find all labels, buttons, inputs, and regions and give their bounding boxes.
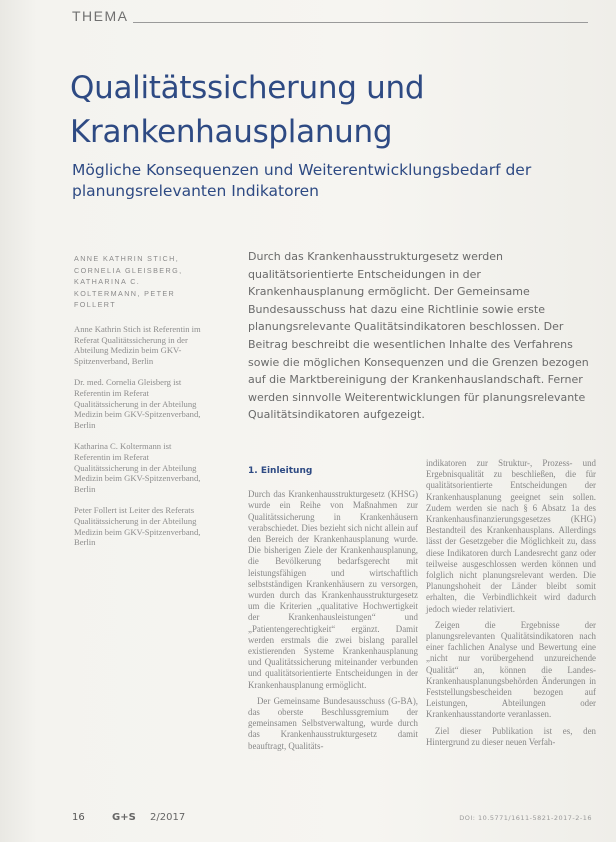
page-number: 16 (72, 812, 85, 823)
section-heading: 1. Einleitung (248, 466, 313, 476)
section-rule (133, 22, 588, 23)
author-bios (74, 324, 202, 559)
author-bio: Peter Follert ist Leiter des Referats Qualitätssicherung in der Abteilung Medizin beim GKV-Spitzenverband, Berlin (74, 505, 201, 548)
footer-note: DOI: 10.5771/1611-5821-2017-2-16 (459, 814, 592, 822)
body-paragraph: Ziel dieser Publikation ist es, den Hintergrund zu dieser neuen Verfah- (426, 725, 596, 747)
body-paragraph: Durch das Krankenhausstrukturgesetz (KHSG) wurde ein Reihe von Maßnahmen zur Qualitätssicherung in Krankenhäusern verabschiedet. Dies bezieht sich nicht allein auf den Bereich der Krankenhausplanung wurde. Die bisherigen Ziele der Krankenhausplanung, die Bevölkerung bedarfsgerecht mit leistungsfähigen und wirtschaftlich selbstständigen Krankenhäusern zu versorgen, wurden durch das Krankenhausstrukturgesetz um die Kriterien „qualitative Hochwertigkeit der Krankenhausleistungen“ und „Patientengerechtigkeit“ ergänzt. Damit werden erstmals die zwei bislang parallel existierenden Systeme Krankenhausplanung und Qualitätssicherung miteinander verbunden und qualitätsorientierte Entscheidungen in der Krankenhausplanung ermöglicht. (248, 489, 418, 690)
body-paragraph: indikatoren zur Struktur-, Prozess- und Ergebnisqualität zu beschließen, die für qualitätsorientierte Entscheidungen der Krankenhausplanung geeignet sein sollen. Zudem werden sie nach § 6 Absatz 1a des Krankenhausfinanzierungsgesetzes (KHG) Bestandteil des Krankenhausplans. Allerdings lässt der Gesetzgeber die Möglichkeit zu, dass diese Indikatoren durch Landesrecht ganz oder teilweise ausgeschlossen werden können und folglich nicht planungsrelevant werden. Die Planungshoheit der Länder bleibt somit erhalten, die Verbindlichkeit wird dadurch jedoch wieder relativiert. (426, 458, 596, 614)
author-bio: Katharina C. Koltermann ist Referentin im Referat Qualitätssicherung in der Abteilung Medizin beim GKV-Spitzenverband, Berlin (74, 441, 201, 494)
author-bio: Dr. med. Cornelia Gleisberg ist Referentin im Referat Qualitätssicherung in der Abteilung Medizin beim GKV-Spitzenverband, Berlin (74, 377, 201, 430)
author-list: ANNE KATHRIN STICH, CORNELIA GLEISBERG, KATHARINA C. KOLTERMANN, PETER FOLLERT (74, 254, 183, 309)
body-column-left (248, 466, 418, 757)
page-footer (72, 812, 592, 826)
article-title: Qualitätssicherung und Krankenhausplanung (70, 70, 425, 150)
section-label: THEMA (72, 8, 129, 24)
article-subtitle: Mögliche Konsequenzen und Weiterentwicklungsbedarf der planungsrelevanten Indikatoren (72, 161, 532, 200)
journal-issue: 2/2017 (150, 812, 186, 823)
body-paragraph: Zeigen die Ergebnisse der planungsrelevanten Qualitätsindikatoren nach einer fachlichen Analyse und Bewertung eine „nicht nur vorübergehend unzureichende Qualität“ an, können die Landes-Krankenhausplanungsbehörden Änderungen in Feststellungsbescheiden bezogen auf Leistungen, Abteilungen oder Krankenhausstandorte veranlassen. (426, 619, 596, 720)
article-lead: Durch das Krankenhausstrukturgesetz werden qualitätsorientierte Entscheidungen in der Krankenhausplanung ermöglicht. Der Gemeinsame Bundesausschuss hat dazu eine Richtlinie sowie erste planungsrelevante Qualitätsindikatoren beschlossen. Der Beitrag beschreibt die wesentlichen Inhalte des Verfahrens sowie die möglichen Konsequenzen und die Grenzen bezogen auf die Marktbereinigung der Krankenhauslandschaft. Ferner werden sinnvolle Weiterentwicklungen für planungsrelevante Qualitätsindikatoren aufgezeigt. (248, 250, 589, 422)
journal-name: G+S (112, 812, 136, 823)
body-column-right (426, 458, 596, 753)
author-bio: Anne Kathrin Stich ist Referentin im Referat Qualitätssicherung in der Abteilung Medizin beim GKV-Spitzenverband, Berlin (74, 324, 201, 366)
body-paragraph: Der Gemeinsame Bundesausschuss (G-BA), das oberste Beschlussgremium der gemeinsamen Selbstverwaltung, wurde durch das Krankenhausstrukturgesetz damit beauftragt, Qualitäts- (248, 695, 418, 751)
